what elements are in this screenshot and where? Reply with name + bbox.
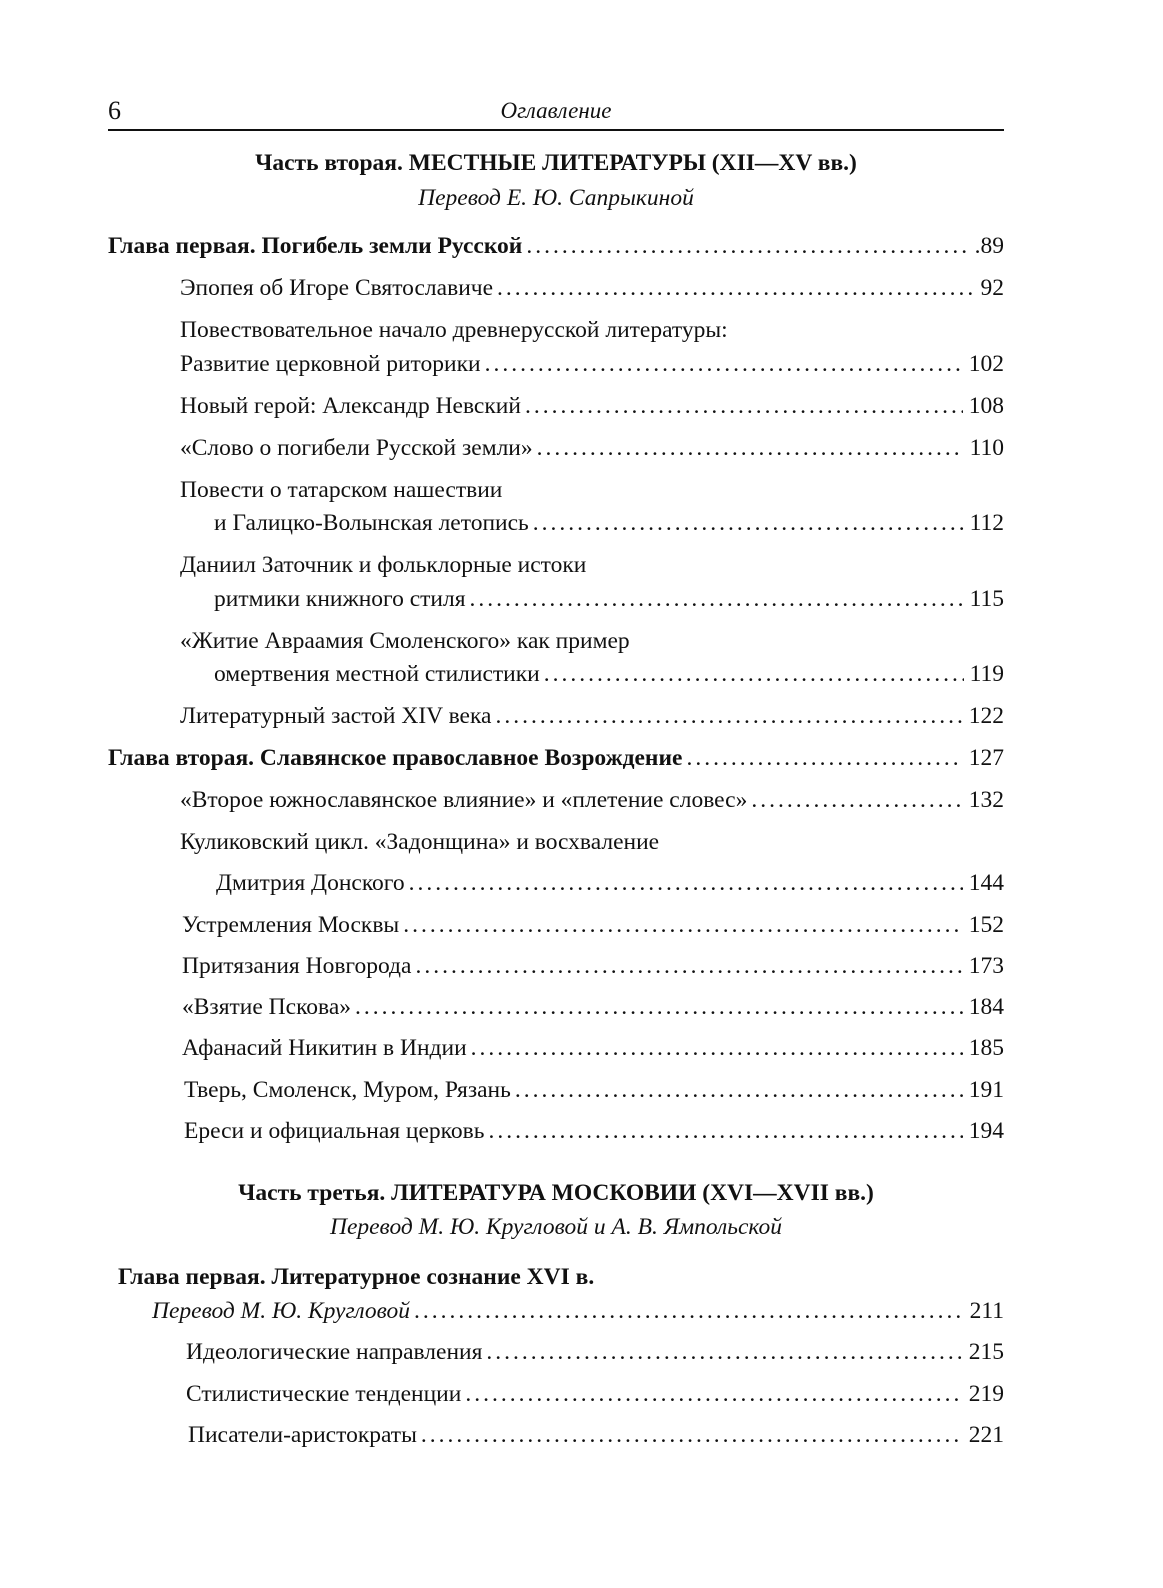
page-ref: 92 [980,275,1004,301]
leader-dots [497,273,974,303]
toc-entry-line1 [180,827,659,857]
leader-dots [544,659,964,689]
leader-dots [414,1296,964,1326]
toc-entry-line1 [180,626,630,656]
entry-title: «Второе южнославянское влияние» и «плетение словес» [180,787,748,813]
part-title: Часть вторая. МЕСТНЫЕ ЛИТЕРАТУРЫ (XII—XV вв.) [255,150,857,176]
page-ref: 119 [969,661,1004,687]
entry-title: Даниил Заточник и фольклорные истоки [180,552,587,578]
leader-dots [471,1033,963,1063]
leader-dots [537,433,964,463]
page-ref: 219 [968,1381,1004,1407]
entry-title: Повествовательное начало древнерусской литературы: [180,317,728,343]
toc-entry [184,1116,1004,1146]
leader-dots [751,785,962,815]
entry-title: «Житие Авраамия Смоленского» как пример [180,628,630,654]
entry-title: Афанасий Никитин в Индии [182,1035,467,1061]
toc-entry [180,273,1004,303]
page-ref: 152 [968,912,1004,938]
toc-entry [182,992,1004,1022]
toc-entry [184,1075,1004,1105]
header-rule [108,129,1004,131]
page-ref: 127 [968,745,1004,771]
entry-title: Новый герой: Александр Невский [180,393,521,419]
entry-title: «Слово о погибели Русской земли» [180,435,533,461]
toc-entry [214,659,1004,689]
leader-dots [526,231,968,261]
entry-title: Идеологические направления [186,1339,483,1365]
page-ref: 221 [968,1422,1004,1448]
toc-entry [180,785,1004,815]
page-ref: 112 [969,510,1004,536]
chapter-entry [152,1296,1004,1326]
page-ref: 184 [968,994,1004,1020]
toc-entry [186,1337,1004,1367]
page-ref: 144 [968,870,1004,896]
leader-dots [355,992,963,1022]
chapter-translator: Перевод М. Ю. Кругловой [152,1298,411,1324]
page-ref: 215 [968,1339,1004,1365]
entry-title: Повести о татарском нашествии [180,477,503,503]
leader-dots [515,1075,963,1105]
toc-entry [182,910,1004,940]
page-ref: .89 [974,233,1004,259]
page-ref: 211 [969,1298,1004,1324]
leader-dots [495,701,962,731]
entry-title: Эпопея об Игоре Святославиче [180,275,494,301]
page-ref: 191 [968,1077,1004,1103]
page-ref: 115 [969,586,1004,612]
chapter-title-line [118,1262,594,1292]
page-ref: 108 [968,393,1004,419]
entry-title: Ереси и официальная церковь [184,1118,485,1144]
toc-entry [214,584,1004,614]
toc-entry [214,508,1004,538]
chapter-title: Глава первая. Погибель земли Русской [108,233,523,259]
entry-title: омертвения местной стилистики [214,661,540,687]
leader-dots [421,1420,963,1450]
leader-dots [415,951,962,981]
running-title: Оглавление [500,98,612,123]
entry-title: «Взятие Пскова» [182,994,352,1020]
toc-entry [180,701,1004,731]
page-ref: 173 [968,953,1004,979]
toc-entry-line1 [180,315,728,345]
leader-dots [488,1116,962,1146]
entry-title: Дмитрия Донского [216,870,405,896]
leader-dots [686,743,962,773]
entry-title: Тверь, Смоленск, Муром, Рязань [184,1077,511,1103]
entry-title: Стилистические тенденции [186,1381,462,1407]
entry-title: Писатели-аристократы [188,1422,417,1448]
page-number: 6 [108,96,121,125]
toc-entry [182,951,1004,981]
entry-title: Развитие церковной риторики [180,351,481,377]
chapter-title: Глава вторая. Славянское православное Возрождение [108,745,683,771]
entry-title: ритмики книжного стиля [214,586,466,612]
leader-dots [470,584,964,614]
entry-title: Притязания Новгорода [182,953,412,979]
toc-entry [180,433,1004,463]
page-ref: 122 [968,703,1004,729]
leader-dots [409,868,963,898]
toc-entry-line1 [180,475,502,505]
page-ref: 194 [968,1118,1004,1144]
leader-dots [486,1337,962,1367]
entry-title: Куликовский цикл. «Задонщина» и восхваление [180,829,660,855]
entry-title: Устремления Москвы [182,912,400,938]
part-translator: Перевод М. Ю. Кругловой и А. В. Ямпольской [329,1214,783,1240]
leader-dots [403,910,963,940]
toc-entry-line1 [180,550,586,580]
leader-dots [485,349,963,379]
part-translator: Перевод Е. Ю. Сапрыкиной [418,185,694,211]
toc-entry [216,868,1004,898]
page-ref: 102 [968,351,1004,377]
chapter-entry [108,231,1004,261]
toc-entry [188,1420,1004,1450]
leader-dots [533,508,964,538]
toc-entry [182,1033,1004,1063]
page-ref: 185 [968,1035,1004,1061]
leader-dots [465,1379,962,1409]
page-ref: 110 [969,435,1004,461]
part-title: Часть третья. ЛИТЕРАТУРА МОСКОВИИ (XVI—XVII вв.) [238,1180,874,1206]
entry-title: Литературный застой XIV века [180,703,492,729]
chapter-entry [108,743,1004,773]
chapter-title: Глава первая. Литературное сознание XVI в. [118,1264,595,1290]
entry-title: и Галицко-Волынская летопись [214,510,529,536]
running-header [108,96,1004,130]
page-ref: 132 [968,787,1004,813]
toc-entry [180,391,1004,421]
toc-entry [180,349,1004,379]
leader-dots [525,391,963,421]
toc-entry [186,1379,1004,1409]
